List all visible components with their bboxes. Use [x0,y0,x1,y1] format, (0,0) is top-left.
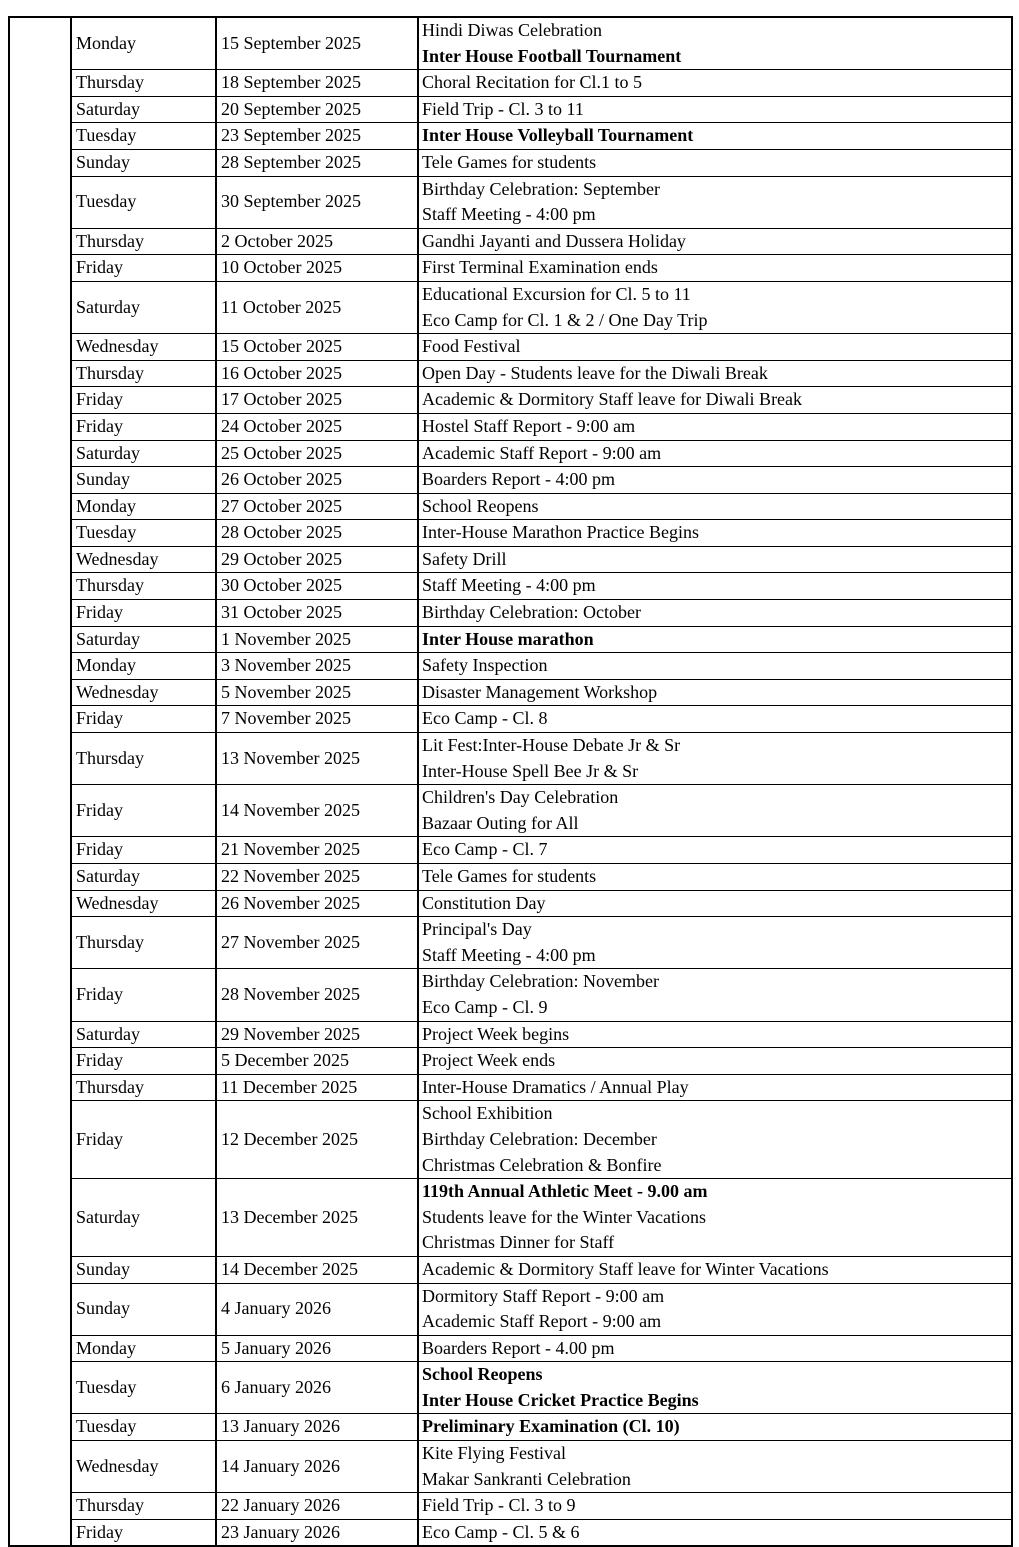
blank-cell [9,123,71,150]
event-line: Christmas Dinner for Staff [422,1232,615,1253]
blank-cell [9,679,71,706]
date-cell: 25 October 2025 [216,440,418,467]
event-line: Eco Camp for Cl. 1 & 2 / One Day Trip [422,309,708,330]
day-cell: Thursday [71,573,216,600]
blank-cell [9,255,71,282]
event-cell [418,1519,1012,1546]
event-cell [418,149,1012,176]
day-cell: Saturday [71,96,216,123]
calendar-row [9,70,1012,97]
event-line: School Exhibition [422,1103,553,1124]
event-line: Field Trip - Cl. 3 to 11 [422,98,584,119]
event-cell [418,1414,1012,1441]
blank-cell [9,706,71,733]
event-cell [418,228,1012,255]
date-cell: 6 January 2026 [216,1362,418,1414]
calendar-row [9,706,1012,733]
day-cell: Monday [71,17,216,70]
calendar-row [9,573,1012,600]
event-cell [418,1179,1012,1257]
date-cell: 15 October 2025 [216,334,418,361]
calendar-row [9,1335,1012,1362]
calendar-row [9,1101,1012,1179]
date-cell: 29 October 2025 [216,546,418,573]
event-cell [418,70,1012,97]
blank-cell [9,653,71,680]
event-line: Inter House marathon [422,628,594,649]
date-cell: 4 January 2026 [216,1283,418,1335]
date-cell: 27 November 2025 [216,917,418,969]
day-cell: Friday [71,387,216,414]
event-line: Inter-House Marathon Practice Begins [422,522,700,543]
event-cell [418,653,1012,680]
day-cell: Friday [71,413,216,440]
event-cell [418,1256,1012,1283]
event-cell [418,864,1012,891]
event-line: School Reopens [422,1364,543,1385]
date-cell: 10 October 2025 [216,255,418,282]
date-cell: 24 October 2025 [216,413,418,440]
event-line: Academic Staff Report - 9:00 am [422,1311,662,1332]
date-cell: 23 January 2026 [216,1519,418,1546]
blank-cell [9,467,71,494]
day-cell: Thursday [71,228,216,255]
calendar-row [9,785,1012,837]
calendar-body [9,17,1012,1546]
event-line: Eco Camp - Cl. 8 [422,708,548,729]
day-cell: Saturday [71,1179,216,1257]
date-cell: 1 November 2025 [216,626,418,653]
event-line: Christmas Celebration & Bonfire [422,1154,662,1175]
calendar-row [9,1519,1012,1546]
event-cell [418,520,1012,547]
day-cell: Monday [71,653,216,680]
blank-cell [9,546,71,573]
calendar-row [9,387,1012,414]
day-cell: Thursday [71,917,216,969]
blank-cell [9,864,71,891]
calendar-row [9,255,1012,282]
date-cell: 13 December 2025 [216,1179,418,1257]
blank-cell [9,1283,71,1335]
event-line: Birthday Celebration: October [422,602,641,623]
event-cell [418,546,1012,573]
date-cell: 23 September 2025 [216,123,418,150]
blank-cell [9,1493,71,1520]
calendar-row [9,520,1012,547]
day-cell: Saturday [71,281,216,333]
event-line: Field Trip - Cl. 3 to 9 [422,1495,576,1516]
event-cell [418,387,1012,414]
event-line: Inter-House Spell Bee Jr & Sr [422,760,639,781]
date-cell: 16 October 2025 [216,360,418,387]
calendar-row [9,1414,1012,1441]
blank-cell [9,837,71,864]
blank-cell [9,228,71,255]
date-cell: 3 November 2025 [216,653,418,680]
day-cell: Tuesday [71,1414,216,1441]
blank-cell [9,1414,71,1441]
event-line: Eco Camp - Cl. 5 & 6 [422,1521,580,1542]
calendar-row [9,1256,1012,1283]
date-cell: 7 November 2025 [216,706,418,733]
date-cell: 13 January 2026 [216,1414,418,1441]
day-cell: Saturday [71,1021,216,1048]
blank-cell [9,1335,71,1362]
event-line: Students leave for the Winter Vacations [422,1206,707,1227]
date-cell: 14 November 2025 [216,785,418,837]
event-line: Food Festival [422,336,521,357]
date-cell: 30 September 2025 [216,176,418,228]
day-cell: Thursday [71,1493,216,1520]
day-cell: Sunday [71,1256,216,1283]
event-cell [418,1493,1012,1520]
date-cell: 12 December 2025 [216,1101,418,1179]
date-cell: 5 November 2025 [216,679,418,706]
event-cell [418,890,1012,917]
event-line: Birthday Celebration: September [422,178,660,199]
calendar-row [9,228,1012,255]
day-cell: Monday [71,1335,216,1362]
blank-cell [9,1256,71,1283]
day-cell: Friday [71,785,216,837]
event-cell [418,733,1012,785]
blank-cell [9,96,71,123]
event-line: Dormitory Staff Report - 9:00 am [422,1285,665,1306]
blank-cell [9,1362,71,1414]
event-line: Academic & Dormitory Staff leave for Winter Vacations [422,1258,829,1279]
blank-cell [9,733,71,785]
blank-cell [9,1048,71,1075]
event-line: Project Week ends [422,1050,556,1071]
calendar-row [9,17,1012,70]
date-cell: 5 January 2026 [216,1335,418,1362]
event-cell [418,467,1012,494]
event-cell [418,413,1012,440]
event-line: Constitution Day [422,892,546,913]
event-line: Inter House Football Tournament [422,45,682,66]
calendar-row [9,360,1012,387]
event-cell [418,837,1012,864]
blank-cell [9,785,71,837]
date-cell: 29 November 2025 [216,1021,418,1048]
day-cell: Wednesday [71,679,216,706]
date-cell: 22 November 2025 [216,864,418,891]
event-line: Inter House Volleyball Tournament [422,125,694,146]
blank-cell [9,1101,71,1179]
event-line: Preliminary Examination (Cl. 10) [422,1416,680,1437]
blank-cell [9,520,71,547]
event-cell [418,493,1012,520]
event-cell [418,785,1012,837]
event-cell [418,1048,1012,1075]
calendar-row [9,1441,1012,1493]
calendar-row [9,96,1012,123]
blank-cell [9,387,71,414]
day-cell: Saturday [71,864,216,891]
event-line: Academic & Dormitory Staff leave for Diwali Break [422,389,803,410]
day-cell: Wednesday [71,1441,216,1493]
blank-cell [9,17,71,70]
date-cell: 27 October 2025 [216,493,418,520]
date-cell: 22 January 2026 [216,1493,418,1520]
calendar-row [9,890,1012,917]
event-line: Staff Meeting - 4:00 pm [422,204,596,225]
event-line: Gandhi Jayanti and Dussera Holiday [422,230,686,251]
event-line: Principal's Day [422,919,532,940]
blank-cell [9,1074,71,1101]
event-line: Safety Inspection [422,655,548,676]
event-line: Eco Camp - Cl. 7 [422,839,548,860]
blank-cell [9,917,71,969]
blank-cell [9,281,71,333]
event-line: Birthday Celebration: November [422,971,659,992]
event-line: Tele Games for students [422,151,597,172]
day-cell: Saturday [71,626,216,653]
calendar-row [9,1362,1012,1414]
calendar-row [9,123,1012,150]
blank-cell [9,440,71,467]
day-cell: Tuesday [71,176,216,228]
blank-cell [9,600,71,627]
day-cell: Friday [71,969,216,1021]
date-cell: 5 December 2025 [216,1048,418,1075]
date-cell: 11 October 2025 [216,281,418,333]
day-cell: Thursday [71,360,216,387]
calendar-row [9,679,1012,706]
event-line: Tele Games for students [422,866,597,886]
event-cell [418,679,1012,706]
blank-cell [9,1021,71,1048]
date-cell: 20 September 2025 [216,96,418,123]
event-line: Open Day - Students leave for the Diwali Break [422,362,768,383]
event-cell [418,917,1012,969]
date-cell: 28 September 2025 [216,149,418,176]
event-cell [418,96,1012,123]
event-cell [418,255,1012,282]
event-line: Inter House Cricket Practice Begins [422,1389,699,1410]
day-cell: Friday [71,1048,216,1075]
blank-cell [9,969,71,1021]
event-line: Staff Meeting - 4:00 pm [422,575,596,596]
day-cell: Sunday [71,149,216,176]
calendar-row [9,969,1012,1021]
calendar-row [9,281,1012,333]
day-cell: Saturday [71,440,216,467]
event-line: Educational Excursion for Cl. 5 to 11 [422,283,691,304]
day-cell: Monday [71,493,216,520]
event-cell [418,281,1012,333]
day-cell: Wednesday [71,546,216,573]
date-cell: 14 December 2025 [216,1256,418,1283]
calendar-row [9,149,1012,176]
event-cell [418,626,1012,653]
calendar-row [9,1074,1012,1101]
event-cell [418,1335,1012,1362]
date-cell: 2 October 2025 [216,228,418,255]
event-line: Makar Sankranti Celebration [422,1468,631,1489]
event-line: Staff Meeting - 4:00 pm [422,944,596,965]
date-cell: 18 September 2025 [216,70,418,97]
calendar-row [9,600,1012,627]
event-line: School Reopens [422,495,539,516]
calendar-row [9,733,1012,785]
day-cell: Friday [71,1519,216,1546]
blank-cell [9,573,71,600]
blank-cell [9,149,71,176]
event-line: Bazaar Outing for All [422,812,579,833]
event-cell [418,440,1012,467]
blank-cell [9,1441,71,1493]
calendar-row [9,653,1012,680]
day-cell: Friday [71,706,216,733]
calendar-row [9,440,1012,467]
blank-cell [9,176,71,228]
calendar-row [9,1283,1012,1335]
calendar-row [9,546,1012,573]
date-cell: 28 November 2025 [216,969,418,1021]
date-cell: 28 October 2025 [216,520,418,547]
day-cell: Sunday [71,1283,216,1335]
day-cell: Tuesday [71,123,216,150]
day-cell: Thursday [71,1074,216,1101]
blank-cell [9,890,71,917]
calendar-row [9,1493,1012,1520]
event-cell [418,334,1012,361]
blank-cell [9,626,71,653]
calendar-row [9,626,1012,653]
day-cell: Tuesday [71,520,216,547]
event-line: Choral Recitation for Cl.1 to 5 [422,72,642,93]
date-cell: 13 November 2025 [216,733,418,785]
event-line: Boarders Report - 4:00 pm [422,469,615,490]
event-cell [418,969,1012,1021]
date-cell: 11 December 2025 [216,1074,418,1101]
event-line: Academic Staff Report - 9:00 am [422,442,662,463]
date-cell: 31 October 2025 [216,600,418,627]
event-line: Birthday Celebration: December [422,1128,657,1149]
event-cell [418,360,1012,387]
event-line: Boarders Report - 4.00 pm [422,1337,615,1358]
event-cell [418,573,1012,600]
event-cell [418,1021,1012,1048]
blank-cell [9,413,71,440]
school-calendar-table [8,16,1013,1547]
event-cell [418,1283,1012,1335]
blank-cell [9,493,71,520]
blank-cell [9,1519,71,1546]
event-cell [418,123,1012,150]
event-line: Hindi Diwas Celebration [422,20,602,40]
calendar-row [9,917,1012,969]
calendar-row [9,176,1012,228]
day-cell: Wednesday [71,334,216,361]
calendar-row [9,1048,1012,1075]
event-line: Eco Camp - Cl. 9 [422,996,548,1017]
calendar-row [9,413,1012,440]
calendar-row [9,493,1012,520]
event-line: Children's Day Celebration [422,787,619,808]
calendar-row [9,1021,1012,1048]
blank-cell [9,70,71,97]
event-cell [418,1101,1012,1179]
day-cell: Sunday [71,467,216,494]
event-line: Project Week begins [422,1023,570,1044]
event-cell [418,706,1012,733]
day-cell: Friday [71,1101,216,1179]
event-cell [418,1362,1012,1414]
calendar-row [9,467,1012,494]
date-cell: 15 September 2025 [216,17,418,70]
date-cell: 21 November 2025 [216,837,418,864]
day-cell: Thursday [71,733,216,785]
date-cell: 30 October 2025 [216,573,418,600]
event-line: Hostel Staff Report - 9:00 am [422,415,636,436]
day-cell: Friday [71,255,216,282]
event-cell [418,1074,1012,1101]
day-cell: Wednesday [71,890,216,917]
date-cell: 17 October 2025 [216,387,418,414]
event-line: Inter-House Dramatics / Annual Play [422,1076,689,1097]
date-cell: 26 October 2025 [216,467,418,494]
day-cell: Friday [71,600,216,627]
date-cell: 26 November 2025 [216,890,418,917]
event-line: Kite Flying Festival [422,1443,566,1464]
calendar-row [9,334,1012,361]
event-cell [418,600,1012,627]
event-line: Safety Drill [422,548,507,569]
day-cell: Friday [71,837,216,864]
event-cell [418,17,1012,70]
calendar-row [9,1179,1012,1257]
date-cell: 14 January 2026 [216,1441,418,1493]
event-cell [418,1441,1012,1493]
blank-cell [9,360,71,387]
event-line: First Terminal Examination ends [422,257,658,278]
event-line: Disaster Management Workshop [422,681,658,702]
day-cell: Tuesday [71,1362,216,1414]
blank-cell [9,334,71,361]
calendar-row [9,864,1012,891]
event-line: Lit Fest:Inter-House Debate Jr & Sr [422,735,681,756]
event-line: 119th Annual Athletic Meet - 9.00 am [422,1181,708,1202]
event-cell [418,176,1012,228]
blank-cell [9,1179,71,1257]
day-cell: Thursday [71,70,216,97]
calendar-row [9,837,1012,864]
